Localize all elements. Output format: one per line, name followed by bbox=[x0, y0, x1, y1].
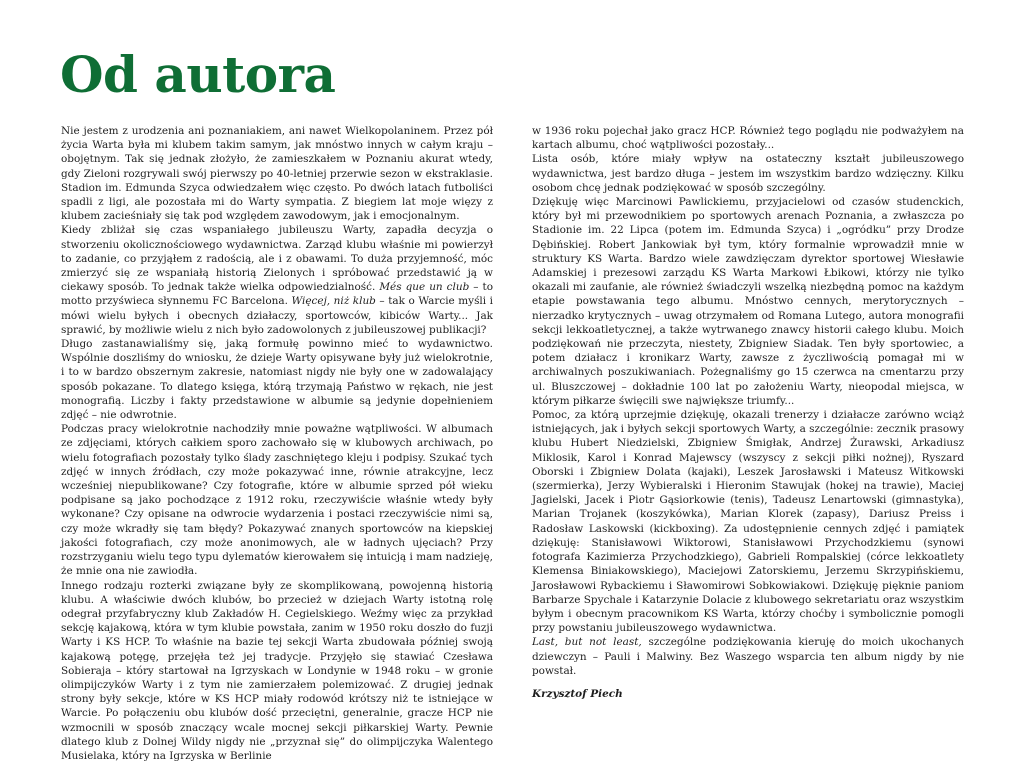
paragraph-text: – to motto przyświeca słynnemu FC Barcelona. bbox=[61, 281, 493, 307]
page-title: Od autora bbox=[60, 40, 335, 110]
paragraph: Długo zastanawialiśmy się, jaką formułę powinno mieć to wydawnictwo. Wspólnie doszliśmy do wniosku, że dzieje Warty opisywane były już wielokrotnie, i to w bardzo obszernym zakresie, natomiast nigdy nie były one w zadowalający sposób pokazane. To dlatego księga, którą trzymają Państwo w rękach, nie jest monografią. Liczby i fakty przedstawione w albumie są jedynie dopełnieniem zdjęć – nie odwrotnie. bbox=[61, 337, 493, 422]
italic-motto: Więcej, niż klub bbox=[291, 295, 375, 307]
paragraph: Nie jestem z urodzenia ani poznaniakiem, ani nawet Wielkopolaninem. Przez pół życia Warta była mi klubem takim samym, jak mnóstwo innych w całym kraju – obojętnym. Tak się jednak złożyło, że zamieszkałem w Poznaniu akurat wtedy, gdy Zieloni rozgrywali swój pierwszy po 40-letniej przerwie sezon w ekstraklasie. Stadion im. Edmunda Szyca odwiedzałem więc często. Po dwóch latach futboliści spadli z ligi, ale pozostała mi do Warty sympatia. Z biegiem lat moje więzy z klubem zacieśniały się tak pod względem zawodowym, jak i emocjonalnym. bbox=[61, 124, 493, 223]
italic-motto: Més que un club bbox=[379, 281, 469, 293]
paragraph-text: – tak o Warcie myśli i mówi wielu byłych i obecnych działaczy, sportowców, kibiców Warty... Jak sprawić, by możliwie wielu z nich było zadowolonych z jubileuszowej publikacji? bbox=[61, 295, 493, 335]
paragraph bbox=[61, 223, 493, 337]
author-signature: Krzysztof Piech bbox=[532, 687, 964, 701]
right-text-column bbox=[532, 124, 964, 701]
paragraph-text: szczególne podziękowania kieruję do moich ukochanych dziewczyn – Pauli i Malwiny. Bez Waszego wsparcia ten album nigdy by nie powstał. bbox=[532, 636, 964, 676]
paragraph: Dziękuję więc Marcinowi Pawlickiemu, przyjacielowi od czasów studenckich, który był mi przewodnikiem po sportowych arenach Poznania, a zwłaszcza po Stadionie im. 22 Lipca (potem im. Edmunda Szyca) i „ogródku” przy Drodze Dębińskiej. Robert Jankowiak był tym, który formalnie wprowadził mnie w struktury KS Warta. Bardzo wiele zawdzięczam dyrektor sportowej Wiesławie Adamskiej i prezesowi zarządu KS Warta Markowi Łbikowi, którzy nie tylko okazali mi zaufanie, ale również świadczyli wszelką niezbędną pomoc na każdym etapie powstawania tego albumu. Mnóstwo cennych, merytorycznych – nierzadko krytycznych – uwag otrzymałem od Romana Lutego, autora monografii sekcji lekkoatletycznej, a także wytrwanego znawcy historii całego klubu. Moich podziękowań nie przeczyta, niestety, Zbigniew Siadak. Ten były sportowiec, a potem działacz i kronikarz Warty, zawsze z życzliwością pomagał mi w archiwalnych poszukiwaniach. Pożegnaliśmy go 15 czerwca na cmentarzu przy ul. Bluszczowej – dokładnie 100 lat po założeniu Warty, nieopodal miejsca, w którym piłkarze święcili swe największe triumfy... bbox=[532, 195, 964, 408]
paragraph: Pomoc, za którą uprzejmie dziękuję, okazali trenerzy i działacze zarówno wciąż istniejących, jak i byłych sekcji sportowych Warty, a szczególnie: zecznik prasowy klubu Hubert Niedzielski, Zbigniew Śmigłak, Andrzej Żurawski, Arkadiusz Miklosik, Karol i Konrad Majewscy (wszyscy z sekcji piłki nożnej), Ryszard Oborski i Zbigniew Dolata (kajaki), Leszek Jarosławski i Mateusz Witkowski (szermierka), Jerzy Wybieralski i Hieronim Stawujak (hokej na trawie), Maciej Jagielski, Jacek i Piotr Gąsiorkowie (tenis), Tadeusz Lenartowski (gimnastyka), Marian Trojanek (koszykówka), Marian Klorek (zapasy), Dariusz Preiss i Radosław Laskowski (kickboxing). Za udostępnienie cennych zdjęć i pamiątek dziękuję: Stanisławowi Wiktorowi, Stanisławowi Przychodzkiemu (synowi fotografa Kazimierza Przychodzkiego), Gabrieli Rompalskiej (córce lekkoatlety Klemensa Biniakowskiego), Maciejowi Zatorskiemu, Jerzemu Skrzypińskiemu, Jarosławowi Rybackiemu i Sławomirowi Sobkowiakowi. Dziękuję pięknie paniom Barbarze Spychale i Katarzynie Dolacie z klubowego sekretariatu oraz wszystkim byłym i obecnym pracownikom KS Warta, którzy choćby i symbolicznie pomogli przy powstaniu jubileuszowego wydawnictwa. bbox=[532, 408, 964, 635]
paragraph: w 1936 roku pojechał jako gracz HCP. Również tego poglądu nie podważyłem na kartach albumu, choć wątpliwości pozostały... bbox=[532, 124, 964, 152]
italic-phrase: Last, but not least, bbox=[532, 636, 642, 648]
paragraph: Innego rodzaju rozterki związane były ze skomplikowaną, powojenną historią klubu. A właściwie dwóch klubów, bo przecież w dziejach Warty istotną rolę odegrał przyfabryczny klub Zakładów H. Cegielskiego. Weźmy więc za przykład sekcję kajakową, która w tym klubie powstała, zanim w 1950 roku doszło do fuzji Warty i KS HCP. To właśnie na bazie tej sekcji Warta zbudowała później swoją kajakową potęgę, przejęła też jej tradycje. Przyjęło się stawiać Czesława Sobieraja – który startował na Igrzyskach w Londynie w 1948 roku – w gronie olimpijczyków Warty i z tym nie zamierzałem polemizować. Z drugiej jednak strony były sekcje, które w KS HCP miały rodowód krótszy niż te istniejące w Warcie. Po połączeniu obu klubów dość przeciętni, generalnie, gracze HCP nie wzmocnili w sposób znaczący wcale mocnej sekcji piłkarskiej Warty. Pewnie dlatego klub z Dolnej Wildy nigdy nie „przyznał się” do olimpijczyka Walentego Musielaka, który na Igrzyska w Berlinie bbox=[61, 579, 493, 763]
paragraph: Lista osób, które miały wpływ na ostateczny kształt jubileuszowego wydawnictwa, jest bardzo długa – jestem im wszystkim bardzo wdzięczny. Kilku osobom chcę jednak podziękować w sposób szczególny. bbox=[532, 152, 964, 195]
left-text-column bbox=[61, 124, 493, 763]
paragraph-text: Kiedy zbliżał się czas wspaniałego jubileuszu Warty, zapadła decyzja o stworzeniu okolicznościowego wydawnictwa. Zarząd klubu właśnie mi powierzył to zadanie, co przyjąłem z radością, ale i z obawami. To duża przyjemność, móc zmierzyć się ze wspaniałą historią Zielonych i spróbować przedstawić ją w ciekawy sposób. To jednak także wielka odpowiedzialność. bbox=[61, 224, 493, 293]
paragraph: Podczas pracy wielokrotnie nachodziły mnie poważne wątpliwości. W albumach ze zdjęciami, których całkiem sporo zachowało się w klubowych archiwach, po wielu fotografiach pozostały tylko ślady zaschniętego kleju i podpisy. Szukać tych zdjęć w innych źródłach, czy może pokazywać inne, równie atrakcyjne, lecz wcześniej niepublikowane? Czy fotografie, które w albumie sprzed pół wieku podpisane są jako pochodzące z 1912 roku, rzeczywiście właśnie wtedy były wykonane? Czy opisane na odwrocie wydarzenia i postaci rzeczywiście nimi są, czy może wkradły się tam błędy? Pokazywać znanych sportowców na kiepskiej jakości fotografiach, czy może anonimowych, ale w ładnych ujęciach? Przy rozstrzyganiu wielu tego typu dylematów kierowałem się intuicją i mam nadzieję, że mnie ona nie zawiodła. bbox=[61, 422, 493, 578]
paragraph bbox=[532, 635, 964, 678]
